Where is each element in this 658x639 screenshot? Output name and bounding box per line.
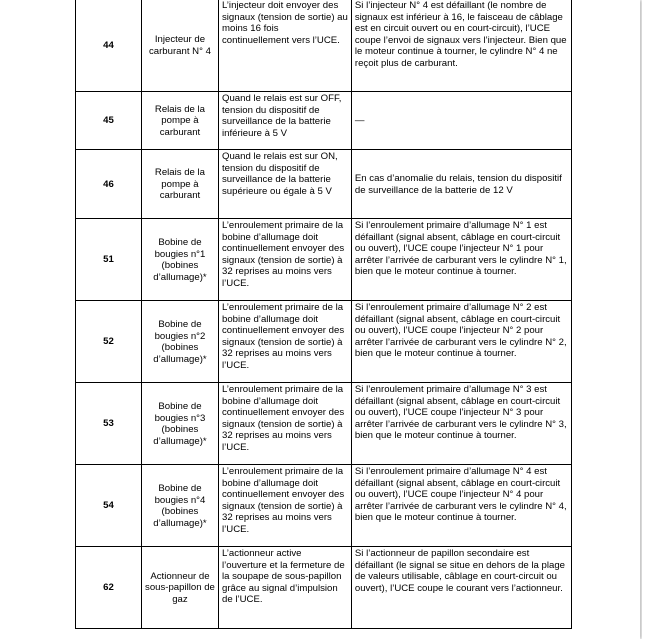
code-cell: 62 <box>76 547 142 629</box>
consequence-cell: Si l’enroulement primaire d’allumage N° 2 est défaillant (signal absent, câblage en court-circuit ou ouvert), l’UCE coupe l’injecteur N° 2 pour arrêter l’arrivée de carburant vers le cylindre N° 2, bien que le moteur continue à tourner. <box>351 301 571 383</box>
condition-cell: L’enroulement primaire de la bobine d’allumage doit continuellement envoyer des signaux (tension de sortie) à 32 reprises au moins vers l’UCE. <box>219 301 352 383</box>
code-cell: 53 <box>76 383 142 465</box>
component-cell: Bobine de bougies n°2 (bobines d’allumage)* <box>141 301 218 383</box>
table-row <box>76 219 572 301</box>
component-cell: Relais de la pompe à carburant <box>141 150 218 219</box>
condition-cell: Quand le relais est sur OFF, tension du dispositif de surveillance de la batterie inférieure à 5 V <box>219 92 352 150</box>
component-cell: Relais de la pompe à carburant <box>141 92 218 150</box>
component-cell: Injecteur de carburant N° 4 <box>141 0 218 92</box>
consequence-cell: En cas d’anomalie du relais, tension du dispositif de surveillance de la batterie de 12 V <box>351 150 571 219</box>
code-cell: 44 <box>76 0 142 92</box>
table-row <box>76 547 572 629</box>
code-cell: 54 <box>76 465 142 547</box>
viewer-margin <box>642 0 658 639</box>
table-row <box>76 150 572 219</box>
consequence-cell: Si l’enroulement primaire d’allumage N° 3 est défaillant (signal absent, câblage en court-circuit ou ouvert), l’UCE coupe l’injecteur N° 3 pour arrêter l’arrivée de carburant vers le cylindre N° 3, bien que le moteur continue à tourner. <box>351 383 571 465</box>
component-cell: Bobine de bougies n°3 (bobines d’allumage)* <box>141 383 218 465</box>
component-cell: Bobine de bougies n°1 (bobines d’allumage)* <box>141 219 218 301</box>
code-cell: 52 <box>76 301 142 383</box>
code-cell: 46 <box>76 150 142 219</box>
code-cell: 51 <box>76 219 142 301</box>
table-row <box>76 465 572 547</box>
table-row <box>76 383 572 465</box>
consequence-cell: Si l’injecteur N° 4 est défaillant (le nombre de signaux est inférieur à 16, le faisceau de câblage est en circuit ouvert ou en court-circuit), l’UCE coupe l’envoi de signaux vers l’injecteur. Bien que le moteur continue à tourner, le cylindre N° 4 ne reçoit plus de carburant. <box>351 0 571 92</box>
consequence-cell: Si l’enroulement primaire d’allumage N° 1 est défaillant (signal absent, câblage en court-circuit ou ouvert), l’UCE coupe l’injecteur N° 1 pour arrêter l’arrivée de carburant vers le cylindre N° 1, bien que le moteur continue à tourner. <box>351 219 571 301</box>
consequence-cell: — <box>351 92 571 150</box>
component-cell: Bobine de bougies n°4 (bobines d’allumage)* <box>141 465 218 547</box>
component-cell: Actionneur de sous-papillon de gaz <box>141 547 218 629</box>
condition-cell: L’enroulement primaire de la bobine d’allumage doit continuellement envoyer des signaux (tension de sortie) à 32 reprises au moins vers l’UCE. <box>219 465 352 547</box>
condition-cell: Quand le relais est sur ON, tension du dispositif de surveillance de la batterie supérieure ou égale à 5 V <box>219 150 352 219</box>
condition-cell: L’enroulement primaire de la bobine d’allumage doit continuellement envoyer des signaux (tension de sortie) à 32 reprises au moins vers l’UCE. <box>219 383 352 465</box>
code-cell: 45 <box>76 92 142 150</box>
diagnostic-code-table <box>75 0 572 629</box>
condition-cell: L’enroulement primaire de la bobine d’allumage doit continuellement envoyer des signaux (tension de sortie) à 32 reprises au moins vers l’UCE. <box>219 219 352 301</box>
condition-cell: L’actionneur active l’ouverture et la fermeture de la soupape de sous-papillon grâce au signal d’impulsion de l’UCE. <box>219 547 352 629</box>
consequence-cell: Si l’enroulement primaire d’allumage N° 4 est défaillant (signal absent, câblage en court-circuit ou ouvert), l’UCE coupe l’injecteur N° 4 pour arrêter l’arrivée de carburant vers le cylindre N° 4, bien que le moteur continue à tourner. <box>351 465 571 547</box>
table-row <box>76 0 572 92</box>
table-row <box>76 301 572 383</box>
table-row <box>76 92 572 150</box>
consequence-cell: Si l’actionneur de papillon secondaire est défaillant (le signal se situe en dehors de la plage de valeurs utilisable, câblage en court-circuit ou ouvert), l’UCE coupe le courant vers l’actionneur. <box>351 547 571 629</box>
condition-cell: L’injecteur doit envoyer des signaux (tension de sortie) au moins 16 fois continuellement vers l’UCE. <box>219 0 352 92</box>
